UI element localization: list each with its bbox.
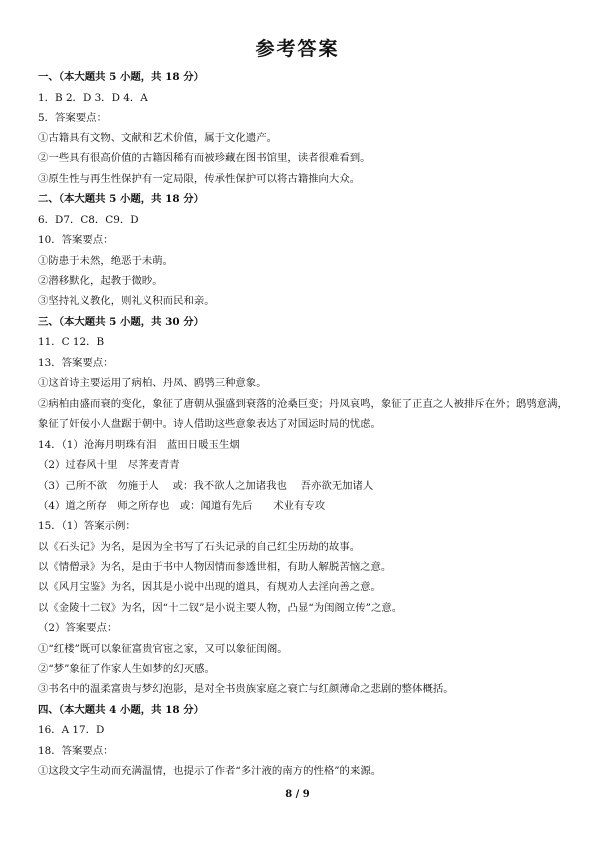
- answer-line: （2）过春风十里 尽荠麦青青: [38, 459, 180, 471]
- answer-line: 6．D7．C8．C9．D: [38, 214, 139, 226]
- answer-line: 以《金陵十二钗》为名，因“十二钗”是小说主要人物，凸显“为闺阁立传”之意。: [38, 602, 403, 614]
- page-number: 8 / 9: [285, 789, 310, 800]
- answer-line: 5．答案要点：: [38, 112, 107, 124]
- answer-line: ①防患于未然，绝恶于未萌。: [38, 255, 174, 267]
- section-heading-2: 二、（本大题共 5 小题，共 18 分）: [38, 193, 205, 205]
- answer-line: 14．（1）沧海月明珠有泪 蓝田日暖玉生烟: [38, 439, 240, 451]
- answer-line: ②一些具有很高价值的古籍因稀有而被珍藏在图书馆里，读者很难看到。: [38, 152, 371, 164]
- answer-line: 以《风月宝鉴》为名，因其是小说中出现的道具，有规劝人去淫向善之意。: [38, 581, 381, 593]
- section-heading-4: 四、（本大题共 4 小题，共 18 分）: [38, 704, 205, 716]
- answer-line: 以《情僧录》为名，是由于书中人物因情而参透世相，有助人解脱苦恼之意。: [38, 561, 392, 573]
- answer-line: 1．B 2．D 3．D 4．A: [38, 92, 148, 104]
- answer-line: （4）道之所存 师之所存也 或：闻道有先后 术业有专攻: [38, 500, 326, 512]
- answer-line: ②潜移默化，起教于微眇。: [38, 275, 163, 287]
- answer-line: ①“红楼”既可以象征富贵官宦之家，又可以象征闺阁。: [38, 643, 288, 655]
- answer-line: 15．（1）答案示例：: [38, 520, 136, 532]
- page-title: 参考答案: [255, 38, 340, 60]
- answer-line: 18．答案要点：: [38, 745, 114, 757]
- answer-line: 13．答案要点：: [38, 357, 114, 369]
- answer-line: ③原生性与再生性保护有一定局限，传承性保护可以将古籍推向大众。: [38, 173, 361, 185]
- answer-paragraph: ②病柏由盛而衰的变化，象征了唐朝从强盛到衰落的沧桑巨变；丹凤哀鸣，象征了正直之人被排斥在外；鸱鸮意满，象征了奸佞小人盘踞于朝中。诗人借助这些意象表达了对国运时局的忧虑。: [38, 398, 568, 430]
- answer-line: ①这首诗主要运用了病柏、丹凤、鸥鸮三种意象。: [38, 377, 267, 389]
- answer-line: 以《石头记》为名，是因为全书写了石头记录的自己红尘历劫的故事。: [38, 541, 361, 553]
- section-heading-1: 一、（本大题共 5 小题，共 18 分）: [38, 71, 205, 83]
- answer-line: 10．答案要点：: [38, 234, 114, 246]
- answer-line: ③书名中的温柔富贵与梦幻泡影，是对全书贵族家庭之衰亡与红颜薄命之悲剧的整体概括。: [38, 683, 454, 695]
- answer-line: ②“梦”象征了作家人生如梦的幻灭感。: [38, 663, 215, 675]
- answer-line: ①这段文字生动而充满温情，也提示了作者“多汁液的南方的性格”的来源。: [38, 765, 382, 777]
- answer-line: ③坚持礼义教化，则礼义积而民和亲。: [38, 295, 215, 307]
- section-heading-3: 三、（本大题共 5 小题，共 30 分）: [38, 316, 205, 328]
- answer-line: 11．C 12．B: [38, 336, 105, 348]
- answer-line: （3）己所不欲 勿施于人 或：我不欲人之加诸我也 吾亦欲无加诸人: [38, 480, 374, 492]
- answer-line: 16．A 17．D: [38, 724, 105, 736]
- answer-line: （2）答案要点：: [38, 622, 118, 634]
- answer-line: ①古籍具有文物、文献和艺术价值，属于文化遗产。: [38, 132, 277, 144]
